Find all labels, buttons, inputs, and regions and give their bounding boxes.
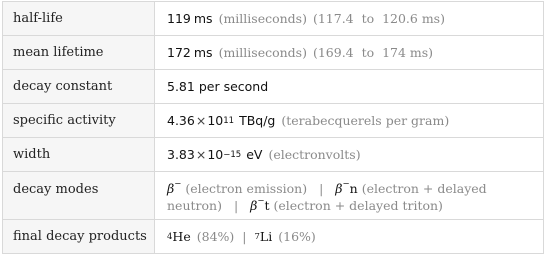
separator: | (319, 181, 324, 196)
row-label: half-life (3, 2, 155, 35)
value-base: 10 (207, 113, 224, 128)
value-mantissa: 3.83 (167, 147, 195, 162)
decay-mode-desc: (electron + delayed neutron) (167, 181, 487, 213)
row-value (156, 70, 543, 103)
row-label: specific activity (3, 104, 155, 137)
value-number: 172 (167, 45, 191, 60)
table-row-final-decay-products (3, 220, 543, 253)
value-unit-name: (terabecquerels per gram) (281, 113, 450, 128)
row-value (156, 36, 543, 69)
value-unit-name: (milliseconds) (218, 45, 307, 60)
decay-mode-desc: (electron + delayed triton) (273, 198, 443, 213)
value-base: 10 (207, 147, 224, 162)
beta-symbol: β (250, 198, 258, 213)
row-value: 4 He (84%) | 7 Li (16%) (167, 229, 316, 244)
table-row-specific-activity (3, 104, 543, 138)
value-unit-name: (milliseconds) (218, 11, 307, 26)
row-label: width (3, 138, 155, 171)
value-number: 119 (167, 11, 191, 26)
value-unit: ms (193, 45, 213, 60)
value-unit-name: (electronvolts) (268, 147, 361, 162)
value-mantissa: 4.36 (167, 113, 195, 128)
table-row-decay-modes (3, 172, 543, 220)
table-row-mean-lifetime (3, 36, 543, 70)
row-label: decay modes (3, 172, 155, 219)
value-unit: eV (246, 147, 263, 162)
particle-symbol: t (264, 198, 270, 213)
value-range: (117.4 to 120.6 ms) (312, 11, 445, 26)
separator: | (242, 229, 247, 244)
value-unit: ms (193, 11, 213, 26)
element-symbol: Li (259, 229, 273, 244)
element-symbol: He (172, 229, 191, 244)
product-percent: (16%) (278, 229, 316, 244)
times-sign: × (195, 113, 207, 128)
row-label: final decay products (3, 220, 155, 253)
beta-minus: − (257, 196, 265, 206)
beta-symbol: β (335, 181, 343, 196)
value-number: 5.81 (167, 79, 195, 94)
row-value: 4.36 × 10 11 TBq/g (terabecquerels per gram) (167, 113, 450, 128)
value-range: (169.4 to 174 ms) (312, 45, 434, 60)
particle-symbol: n (349, 181, 358, 196)
row-label: decay constant (3, 70, 155, 103)
product-percent: (84%) (196, 229, 235, 244)
table-row-width (3, 138, 543, 172)
row-value: 3.83 × 10 −15 eV (electronvolts) (167, 147, 361, 162)
properties-table (2, 1, 544, 254)
row-value (156, 172, 543, 219)
row-value (156, 2, 543, 35)
table-row-half-life (3, 2, 543, 36)
separator: | (233, 198, 239, 213)
times-sign: × (195, 147, 207, 162)
row-label: mean lifetime (3, 36, 155, 69)
table-row-decay-constant (3, 70, 543, 104)
beta-symbol: β (167, 181, 175, 196)
beta-minus: − (342, 179, 350, 189)
value-unit: TBq/g (239, 113, 276, 128)
value-unit: per second (198, 79, 269, 94)
decay-mode-desc: (electron emission) (185, 181, 308, 196)
beta-minus: − (174, 179, 182, 189)
